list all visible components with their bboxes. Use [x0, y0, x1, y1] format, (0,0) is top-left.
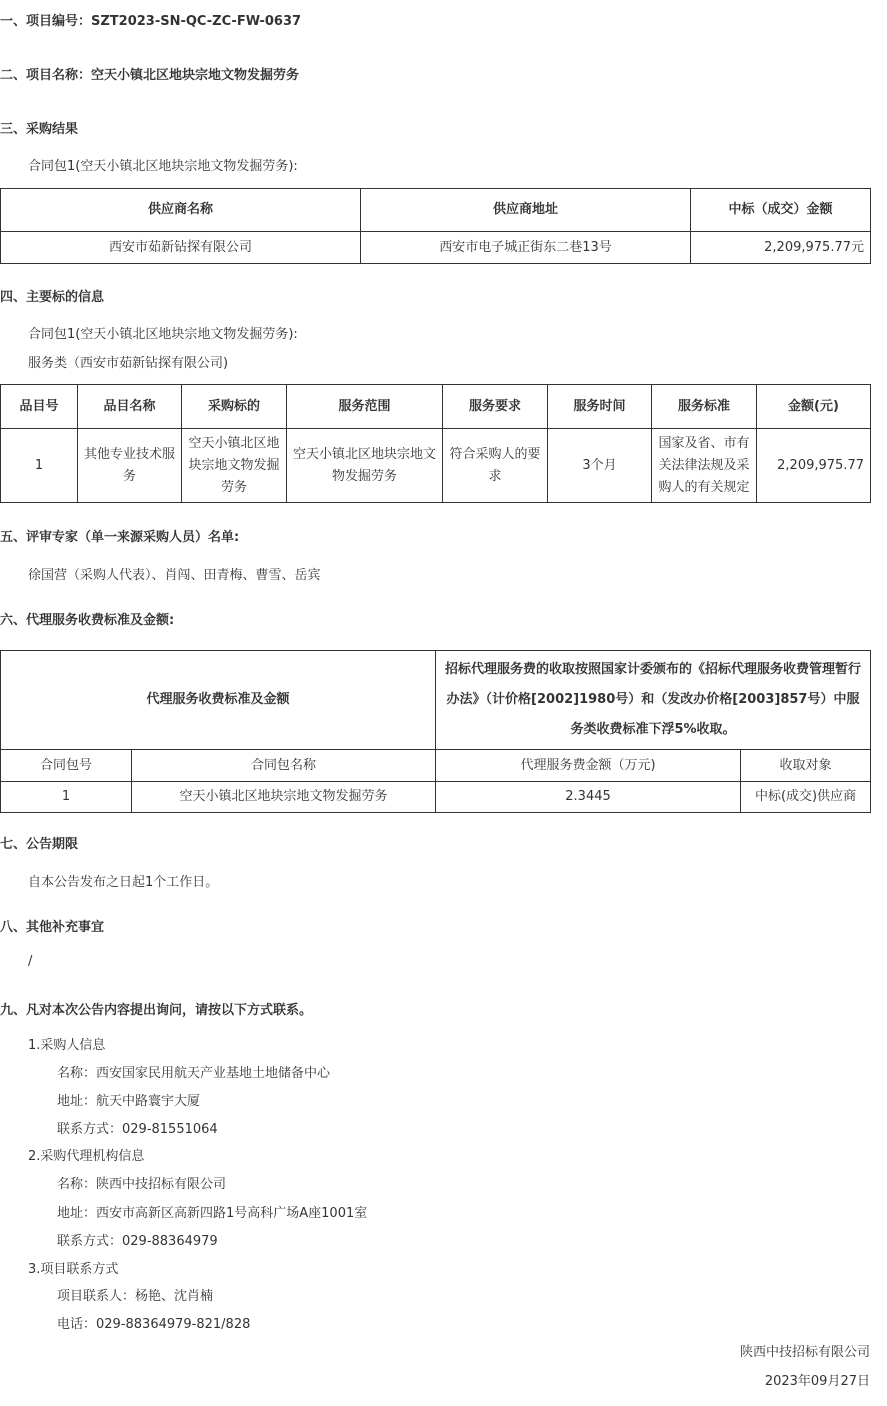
other-matters-heading: 八、其他补充事宜 [0, 920, 105, 935]
main-subject-heading: 四、主要标的信息 [0, 290, 105, 305]
announcement-period-text: 自本公告发布之日起1个工作日。 [28, 875, 219, 890]
experts-heading: 五、评审专家（单一来源采购人员）名单: [0, 530, 240, 545]
header-fee-payer: 收取对象 [741, 750, 871, 782]
other-matters-text: / [28, 954, 33, 969]
header-fee-amount: 代理服务费金额（万元) [436, 750, 741, 782]
header-service-scope: 服务范围 [287, 385, 443, 429]
agency-address: 地址：西安市高新区高新四路1号高科广场A座1001室 [57, 1206, 368, 1221]
header-package-no: 合同包号 [1, 750, 132, 782]
supplier-address: 西安市电子城正街东二巷13号 [361, 232, 691, 264]
service-time: 3个月 [548, 429, 652, 503]
subject-table [0, 384, 871, 503]
experts-list: 徐国营（采购人代表）、肖闯、田青梅、曹雪、岳宾 [28, 568, 321, 583]
project-number-heading: 一、项目编号：SZT2023-SN-QC-ZC-FW-0637 [0, 14, 302, 29]
project-contact-person: 项目联系人：杨艳、沈肖楠 [57, 1289, 214, 1304]
header-supplier-name: 供应商名称 [1, 189, 361, 232]
package-label: 合同包1(空天小镇北区地块宗地文物发掘劳务): [28, 327, 298, 342]
purchaser-info-title: 1.采购人信息 [28, 1038, 106, 1053]
result-table-header [1, 189, 871, 232]
purchaser-address: 地址：航天中路寰宇大厦 [57, 1094, 201, 1109]
footer-company: 陕西中技招标有限公司 [739, 1345, 870, 1360]
header-service-standard: 服务标准 [652, 385, 757, 429]
fee-standard-label: 代理服务收费标准及金额 [1, 651, 436, 750]
fee-amount: 2.3445 [436, 782, 741, 813]
fee-payer: 中标(成交)供应商 [741, 782, 871, 813]
header-service-time: 服务时间 [548, 385, 652, 429]
announcement-period-heading: 七、公告期限 [0, 837, 79, 852]
footer-date: 2023年09月27日 [764, 1374, 870, 1389]
agency-fee-heading: 六、代理服务收费标准及金额: [0, 613, 175, 628]
header-award-amount: 中标（成交）金额 [691, 189, 871, 232]
agency-info-title: 2.采购代理机构信息 [28, 1149, 145, 1164]
header-procurement-subject: 采购标的 [182, 385, 287, 429]
subject-table-header [1, 385, 871, 429]
purchaser-name: 名称：西安国家民用航天产业基地土地储备中心 [57, 1066, 331, 1081]
fee-table-header [1, 750, 871, 782]
project-name-heading: 二、项目名称：空天小镇北区地块宗地文物发掘劳务 [0, 68, 300, 83]
service-standard: 国家及省、市有关法律法规及采购人的有关规定 [652, 429, 757, 503]
award-amount: 2,209,975.77元 [691, 232, 871, 264]
package-no: 1 [1, 782, 132, 813]
result-table [0, 188, 871, 264]
agency-contact: 联系方式：029-88364979 [57, 1234, 218, 1249]
amount: 2,209,975.77 [757, 429, 871, 503]
table-row [1, 429, 871, 503]
package-name: 空天小镇北区地块宗地文物发掘劳务 [132, 782, 436, 813]
category-label: 服务类（西安市茹新钻探有限公司) [28, 356, 229, 371]
header-item-name: 品目名称 [78, 385, 182, 429]
header-service-requirement: 服务要求 [443, 385, 548, 429]
supplier-name: 西安市茹新钻探有限公司 [1, 232, 361, 264]
service-scope: 空天小镇北区地块宗地文物发掘劳务 [287, 429, 443, 503]
header-item-no: 品目号 [1, 385, 78, 429]
procurement-subject: 空天小镇北区地块宗地文物发掘劳务 [182, 429, 287, 503]
project-contact-phone: 电话：029-88364979-821/828 [57, 1317, 251, 1332]
fee-standard-row [1, 651, 871, 750]
table-row [1, 232, 871, 264]
purchaser-contact: 联系方式：029-81551064 [57, 1122, 218, 1137]
project-contact-title: 3.项目联系方式 [28, 1262, 119, 1277]
contact-heading: 九、凡对本次公告内容提出询问，请按以下方式联系。 [0, 1003, 313, 1018]
item-name: 其他专业技术服务 [78, 429, 182, 503]
procurement-result-heading: 三、采购结果 [0, 122, 79, 137]
header-amount: 金额(元) [757, 385, 871, 429]
table-row [1, 782, 871, 813]
fee-standard-text: 招标代理服务费的收取按照国家计委颁布的《招标代理服务收费管理暂行办法》（计价格[2002]1980号）和（发改办价格[2003]857号）中服务类收费标准下浮5%收取。 [436, 651, 871, 750]
agency-name: 名称：陕西中技招标有限公司 [57, 1177, 227, 1192]
service-requirement: 符合采购人的要求 [443, 429, 548, 503]
package-label: 合同包1(空天小镇北区地块宗地文物发掘劳务): [28, 159, 298, 174]
agency-fee-table [0, 650, 871, 813]
header-package-name: 合同包名称 [132, 750, 436, 782]
item-no: 1 [1, 429, 78, 503]
header-supplier-address: 供应商地址 [361, 189, 691, 232]
